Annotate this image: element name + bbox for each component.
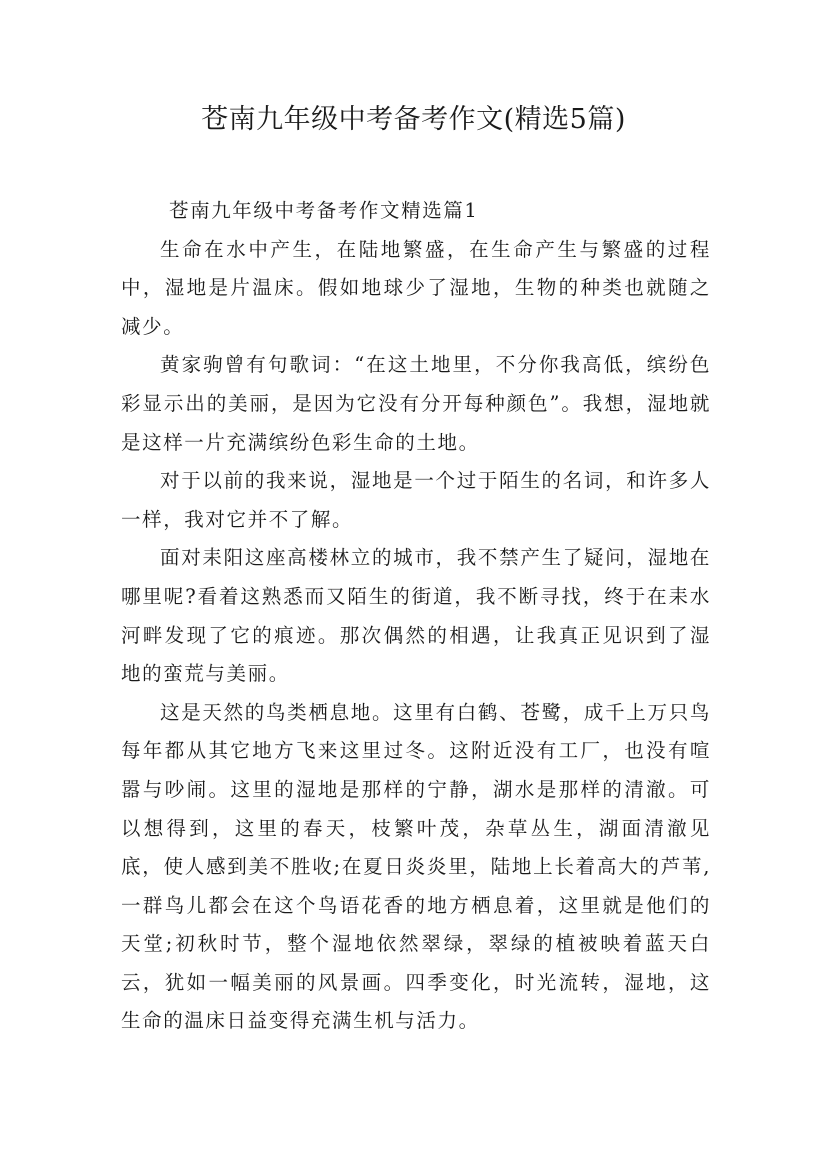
paragraph: 生命在水中产生，在陆地繁盛，在生命产生与繁盛的过程中，湿地是片温床。假如地球少了湿地，生物的种类也就随之减少。 (121, 237, 711, 338)
paragraph: 面对耒阳这座高楼林立的城市，我不禁产生了疑问，湿地在哪里呢?看着这熟悉而又陌生的街道，我不断寻找，终于在耒水河畔发现了它的痕迹。那次偶然的相遇，让我真正见识到了湿地的蛮荒与美丽。 (121, 546, 711, 686)
paragraph: 对于以前的我来说，湿地是一个过于陌生的名词，和许多人一样，我对它并不了解。 (121, 469, 711, 531)
document-body (121, 192, 711, 1041)
section-title: 苍南九年级中考备考作文精选篇1 (169, 199, 479, 222)
paragraph: 这是天然的鸟类栖息地。这里有白鹤、苍鹭，成千上万只鸟每年都从其它地方飞来这里过冬。这附近没有工厂，也没有喧嚣与吵闹。这里的湿地是那样的宁静，湖水是那样的清澈。可以想得到，这里的春天，枝繁叶茂，杂草丛生，湖面清澈见底，使人感到美不胜收;在夏日炎炎里，陆地上长着高大的芦苇,一群鸟儿都会在这个鸟语花香的地方栖息着，这里就是他们的天堂;初秋时节，整个湿地依然翠绿，翠绿的植被映着蓝天白云，犹如一幅美丽的风景画。四季变化，时光流转，湿地，这生命的温床日益变得充满生机与活力。 (121, 700, 711, 1033)
paragraph: 黄家驹曾有句歌词：“在这土地里，不分你我高低，缤纷色彩显示出的美丽，是因为它没有分开每种颜色”。我想，湿地就是这样一片充满缤纷色彩生命的土地。 (121, 353, 711, 454)
document-title: 苍南九年级中考备考作文(精选5篇) (201, 104, 626, 135)
